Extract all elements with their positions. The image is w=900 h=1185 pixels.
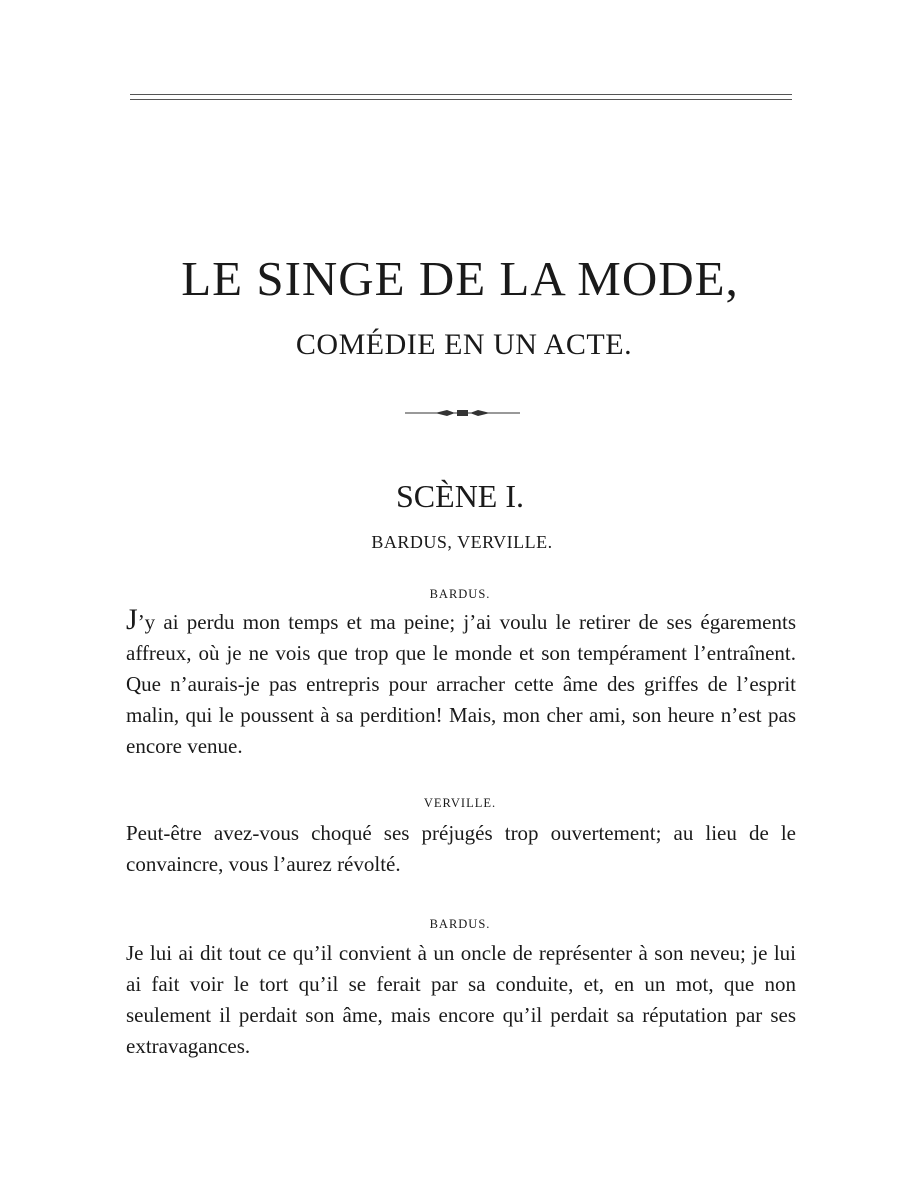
speaker-name: BARDUS.: [429, 917, 491, 931]
play-subtitle: COMÉDIE EN UN ACTE.: [295, 328, 633, 361]
top-double-rule: [130, 94, 792, 100]
scene-characters: BARDUS, VERVILLE.: [371, 532, 553, 552]
scene-heading: SCÈNE I.: [396, 478, 524, 514]
ornament-divider: [405, 404, 520, 422]
speaker-name: BARDUS.: [429, 587, 491, 601]
speech-paragraph: [126, 603, 796, 762]
speech-paragraph: [126, 938, 796, 1062]
speech-text: Peut-être avez-vous choqué ses préjugés trop ouvertement; au lieu de le convaincre, vous l’aurez révolté.: [126, 821, 796, 876]
speech-text: Je lui ai dit tout ce qu’il convient à un oncle de représenter à son neveu; je lui ai fait voir le tort qu’il se ferait par sa conduite, et, en un mot, que non seulement il perdait son âme, mais encore qu’il perdait sa réputation par ses extravagances.: [126, 941, 796, 1058]
drop-cap: J: [126, 603, 138, 636]
speech-text: ’y ai perdu mon temps et ma peine; j’ai voulu le retirer de ses égarements affreux, où je ne vois que trop que le monde et son tempérament l’entraînent. Que n’aurais-je pas entrepris pour arracher cette âme des griffes de l’esprit malin, qui le poussent à sa perdition! Mais, mon cher ami, son heure n’est pas encore venue.: [126, 610, 796, 758]
play-title: LE SINGE DE LA MODE,: [181, 251, 739, 306]
speaker-name: VERVILLE.: [423, 796, 497, 810]
speech-paragraph: [126, 818, 796, 880]
